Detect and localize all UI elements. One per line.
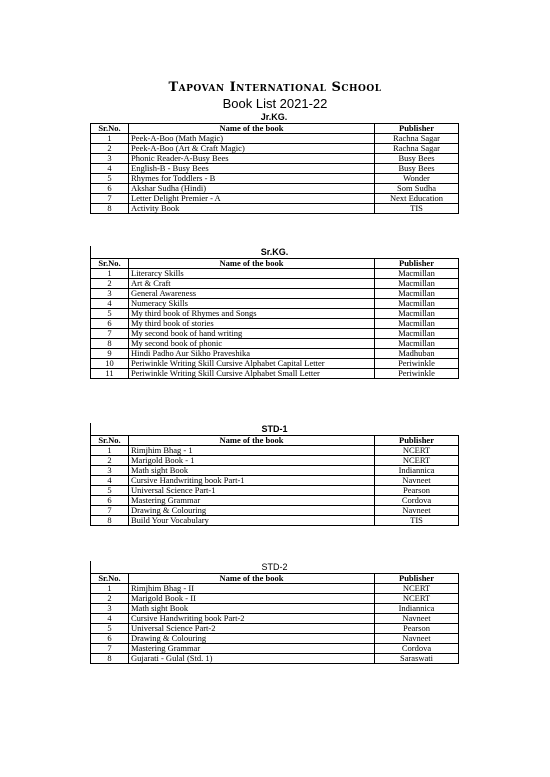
row-book-name: Universal Science Part-1 — [129, 486, 375, 496]
row-sr-no: 8 — [91, 204, 129, 214]
table-header-row — [91, 259, 459, 269]
table-row — [91, 349, 459, 359]
table-row — [91, 299, 459, 309]
row-publisher: Navneet — [375, 614, 459, 624]
table-row — [91, 339, 459, 349]
header-sr-no: Sr.No. — [91, 574, 129, 584]
section-title: Sr.KG. — [90, 246, 458, 258]
row-sr-no: 4 — [91, 614, 129, 624]
row-sr-no: 8 — [91, 654, 129, 664]
table-row — [91, 516, 459, 526]
table-row — [91, 456, 459, 466]
row-publisher: Indiannica — [375, 466, 459, 476]
book-table — [90, 123, 459, 214]
header-sr-no: Sr.No. — [91, 124, 129, 134]
row-publisher: Macmillan — [375, 289, 459, 299]
header-book-name: Name of the book — [129, 436, 375, 446]
row-sr-no: 5 — [91, 174, 129, 184]
row-book-name: Math sight Book — [129, 604, 375, 614]
table-row — [91, 319, 459, 329]
row-book-name: Akshar Sudha (Hindi) — [129, 184, 375, 194]
row-publisher: Macmillan — [375, 329, 459, 339]
row-sr-no: 4 — [91, 164, 129, 174]
section-sr-kg — [90, 246, 458, 379]
row-sr-no: 4 — [91, 299, 129, 309]
row-sr-no: 9 — [91, 349, 129, 359]
row-sr-no: 2 — [91, 594, 129, 604]
row-book-name: Periwinkle Writing Skill Cursive Alphabet Small Letter — [129, 369, 375, 379]
row-publisher: NCERT — [375, 594, 459, 604]
table-row — [91, 614, 459, 624]
row-sr-no: 3 — [91, 466, 129, 476]
row-book-name: Marigold Book - II — [129, 594, 375, 604]
row-publisher: TIS — [375, 204, 459, 214]
row-sr-no: 7 — [91, 329, 129, 339]
row-sr-no: 2 — [91, 456, 129, 466]
table-header-row — [91, 436, 459, 446]
row-publisher: Periwinkle — [375, 359, 459, 369]
row-sr-no: 7 — [91, 506, 129, 516]
row-sr-no: 5 — [91, 624, 129, 634]
row-book-name: Letter Delight Premier - A — [129, 194, 375, 204]
table-row — [91, 584, 459, 594]
table-row — [91, 594, 459, 604]
book-table — [90, 258, 459, 379]
row-book-name: Rhymes for Toddlers - B — [129, 174, 375, 184]
row-sr-no: 2 — [91, 144, 129, 154]
table-row — [91, 289, 459, 299]
row-book-name: Phonic Reader-A-Busy Bees — [129, 154, 375, 164]
header-book-name: Name of the book — [129, 259, 375, 269]
row-book-name: Activity Book — [129, 204, 375, 214]
row-publisher: Navneet — [375, 634, 459, 644]
row-book-name: English-B - Busy Bees — [129, 164, 375, 174]
row-book-name: Drawing & Colouring — [129, 634, 375, 644]
table-row — [91, 446, 459, 456]
table-row — [91, 194, 459, 204]
table-header-row — [91, 574, 459, 584]
row-book-name: Hindi Padho Aur Sikho Praveshika — [129, 349, 375, 359]
table-row — [91, 466, 459, 476]
row-publisher: NCERT — [375, 446, 459, 456]
row-book-name: Cursive Handwriting book Part-2 — [129, 614, 375, 624]
table-row — [91, 369, 459, 379]
row-sr-no: 1 — [91, 584, 129, 594]
row-sr-no: 1 — [91, 134, 129, 144]
row-sr-no: 7 — [91, 644, 129, 654]
row-publisher: Navneet — [375, 506, 459, 516]
table-row — [91, 269, 459, 279]
section-title: STD-1 — [90, 423, 458, 435]
section-jr-kg — [90, 111, 458, 214]
header-book-name: Name of the book — [129, 124, 375, 134]
row-publisher: Busy Bees — [375, 154, 459, 164]
row-book-name: Mastering Grammar — [129, 644, 375, 654]
book-list-title: Book List 2021-22 — [222, 96, 328, 111]
row-publisher: Macmillan — [375, 339, 459, 349]
table-row — [91, 309, 459, 319]
book-table — [90, 435, 459, 526]
row-publisher: Rachna Sagar — [375, 144, 459, 154]
header-publisher: Publisher — [375, 574, 459, 584]
book-table — [90, 573, 459, 664]
header-publisher: Publisher — [375, 436, 459, 446]
row-book-name: Drawing & Colouring — [129, 506, 375, 516]
header-publisher: Publisher — [375, 259, 459, 269]
row-publisher: Pearson — [375, 624, 459, 634]
table-row — [91, 506, 459, 516]
table-row — [91, 496, 459, 506]
header-book-name: Name of the book — [129, 574, 375, 584]
row-publisher: Pearson — [375, 486, 459, 496]
row-publisher: Periwinkle — [375, 369, 459, 379]
row-book-name: Peek-A-Boo (Art & Craft Magic) — [129, 144, 375, 154]
row-book-name: My third book of Rhymes and Songs — [129, 309, 375, 319]
section-title: Jr.KG. — [260, 112, 288, 122]
row-publisher: Macmillan — [375, 309, 459, 319]
row-sr-no: 5 — [91, 486, 129, 496]
section-std-1 — [90, 423, 458, 526]
row-publisher: NCERT — [375, 456, 459, 466]
school-name: Tapovan International School — [168, 80, 382, 95]
row-sr-no: 5 — [91, 309, 129, 319]
row-publisher: Indiannica — [375, 604, 459, 614]
row-sr-no: 7 — [91, 194, 129, 204]
row-book-name: Periwinkle Writing Skill Cursive Alphabet Capital Letter — [129, 359, 375, 369]
row-sr-no: 8 — [91, 339, 129, 349]
row-sr-no: 2 — [91, 279, 129, 289]
row-publisher: Rachna Sagar — [375, 134, 459, 144]
table-row — [91, 144, 459, 154]
row-publisher: Macmillan — [375, 319, 459, 329]
table-row — [91, 329, 459, 339]
row-publisher: Macmillan — [375, 299, 459, 309]
row-publisher: Next Education — [375, 194, 459, 204]
row-publisher: Wonder — [375, 174, 459, 184]
row-book-name: Numeracy Skills — [129, 299, 375, 309]
table-row — [91, 476, 459, 486]
table-row — [91, 634, 459, 644]
row-book-name: Literarcy Skills — [129, 269, 375, 279]
row-book-name: My third book of stories — [129, 319, 375, 329]
header-sr-no: Sr.No. — [91, 436, 129, 446]
row-publisher: TIS — [375, 516, 459, 526]
row-publisher: Busy Bees — [375, 164, 459, 174]
row-book-name: Gujarati - Gulal (Std. 1) — [129, 654, 375, 664]
row-book-name: Rimjhim Bhag - 1 — [129, 446, 375, 456]
row-publisher: Macmillan — [375, 269, 459, 279]
row-sr-no: 10 — [91, 359, 129, 369]
row-book-name: Marigold Book - 1 — [129, 456, 375, 466]
row-book-name: Art & Craft — [129, 279, 375, 289]
header-publisher: Publisher — [375, 124, 459, 134]
table-row — [91, 359, 459, 369]
row-sr-no: 6 — [91, 634, 129, 644]
row-book-name: Rimjhim Bhag - II — [129, 584, 375, 594]
section-std-2 — [90, 561, 458, 664]
table-row — [91, 604, 459, 614]
row-sr-no: 6 — [91, 319, 129, 329]
row-sr-no: 1 — [91, 269, 129, 279]
row-book-name: Peek-A-Boo (Math Magic) — [129, 134, 375, 144]
table-row — [91, 174, 459, 184]
table-row — [91, 486, 459, 496]
row-book-name: My second book of phonic — [129, 339, 375, 349]
header-sr-no: Sr.No. — [91, 259, 129, 269]
row-book-name: Math sight Book — [129, 466, 375, 476]
row-sr-no: 1 — [91, 446, 129, 456]
row-publisher: NCERT — [375, 584, 459, 594]
table-row — [91, 204, 459, 214]
row-book-name: Mastering Grammar — [129, 496, 375, 506]
row-publisher: Cordova — [375, 644, 459, 654]
row-book-name: Cursive Handwriting book Part-1 — [129, 476, 375, 486]
row-book-name: General Awareness — [129, 289, 375, 299]
row-sr-no: 11 — [91, 369, 129, 379]
row-book-name: Universal Science Part-2 — [129, 624, 375, 634]
row-book-name: Build Your Vocabulary — [129, 516, 375, 526]
table-row — [91, 279, 459, 289]
row-sr-no: 6 — [91, 184, 129, 194]
row-publisher: Macmillan — [375, 279, 459, 289]
row-publisher: Saraswati — [375, 654, 459, 664]
table-row — [91, 184, 459, 194]
row-sr-no: 4 — [91, 476, 129, 486]
row-sr-no: 3 — [91, 289, 129, 299]
table-row — [91, 164, 459, 174]
table-row — [91, 624, 459, 634]
row-publisher: Navneet — [375, 476, 459, 486]
section-title: STD-2 — [90, 561, 458, 573]
table-row — [91, 644, 459, 654]
row-publisher: Madhuban — [375, 349, 459, 359]
table-row — [91, 154, 459, 164]
table-header-row — [91, 124, 459, 134]
table-row — [91, 134, 459, 144]
row-sr-no: 6 — [91, 496, 129, 506]
row-sr-no: 3 — [91, 604, 129, 614]
table-row — [91, 654, 459, 664]
row-publisher: Som Sudha — [375, 184, 459, 194]
row-sr-no: 3 — [91, 154, 129, 164]
row-publisher: Cordova — [375, 496, 459, 506]
row-book-name: My second book of hand writing — [129, 329, 375, 339]
row-sr-no: 8 — [91, 516, 129, 526]
